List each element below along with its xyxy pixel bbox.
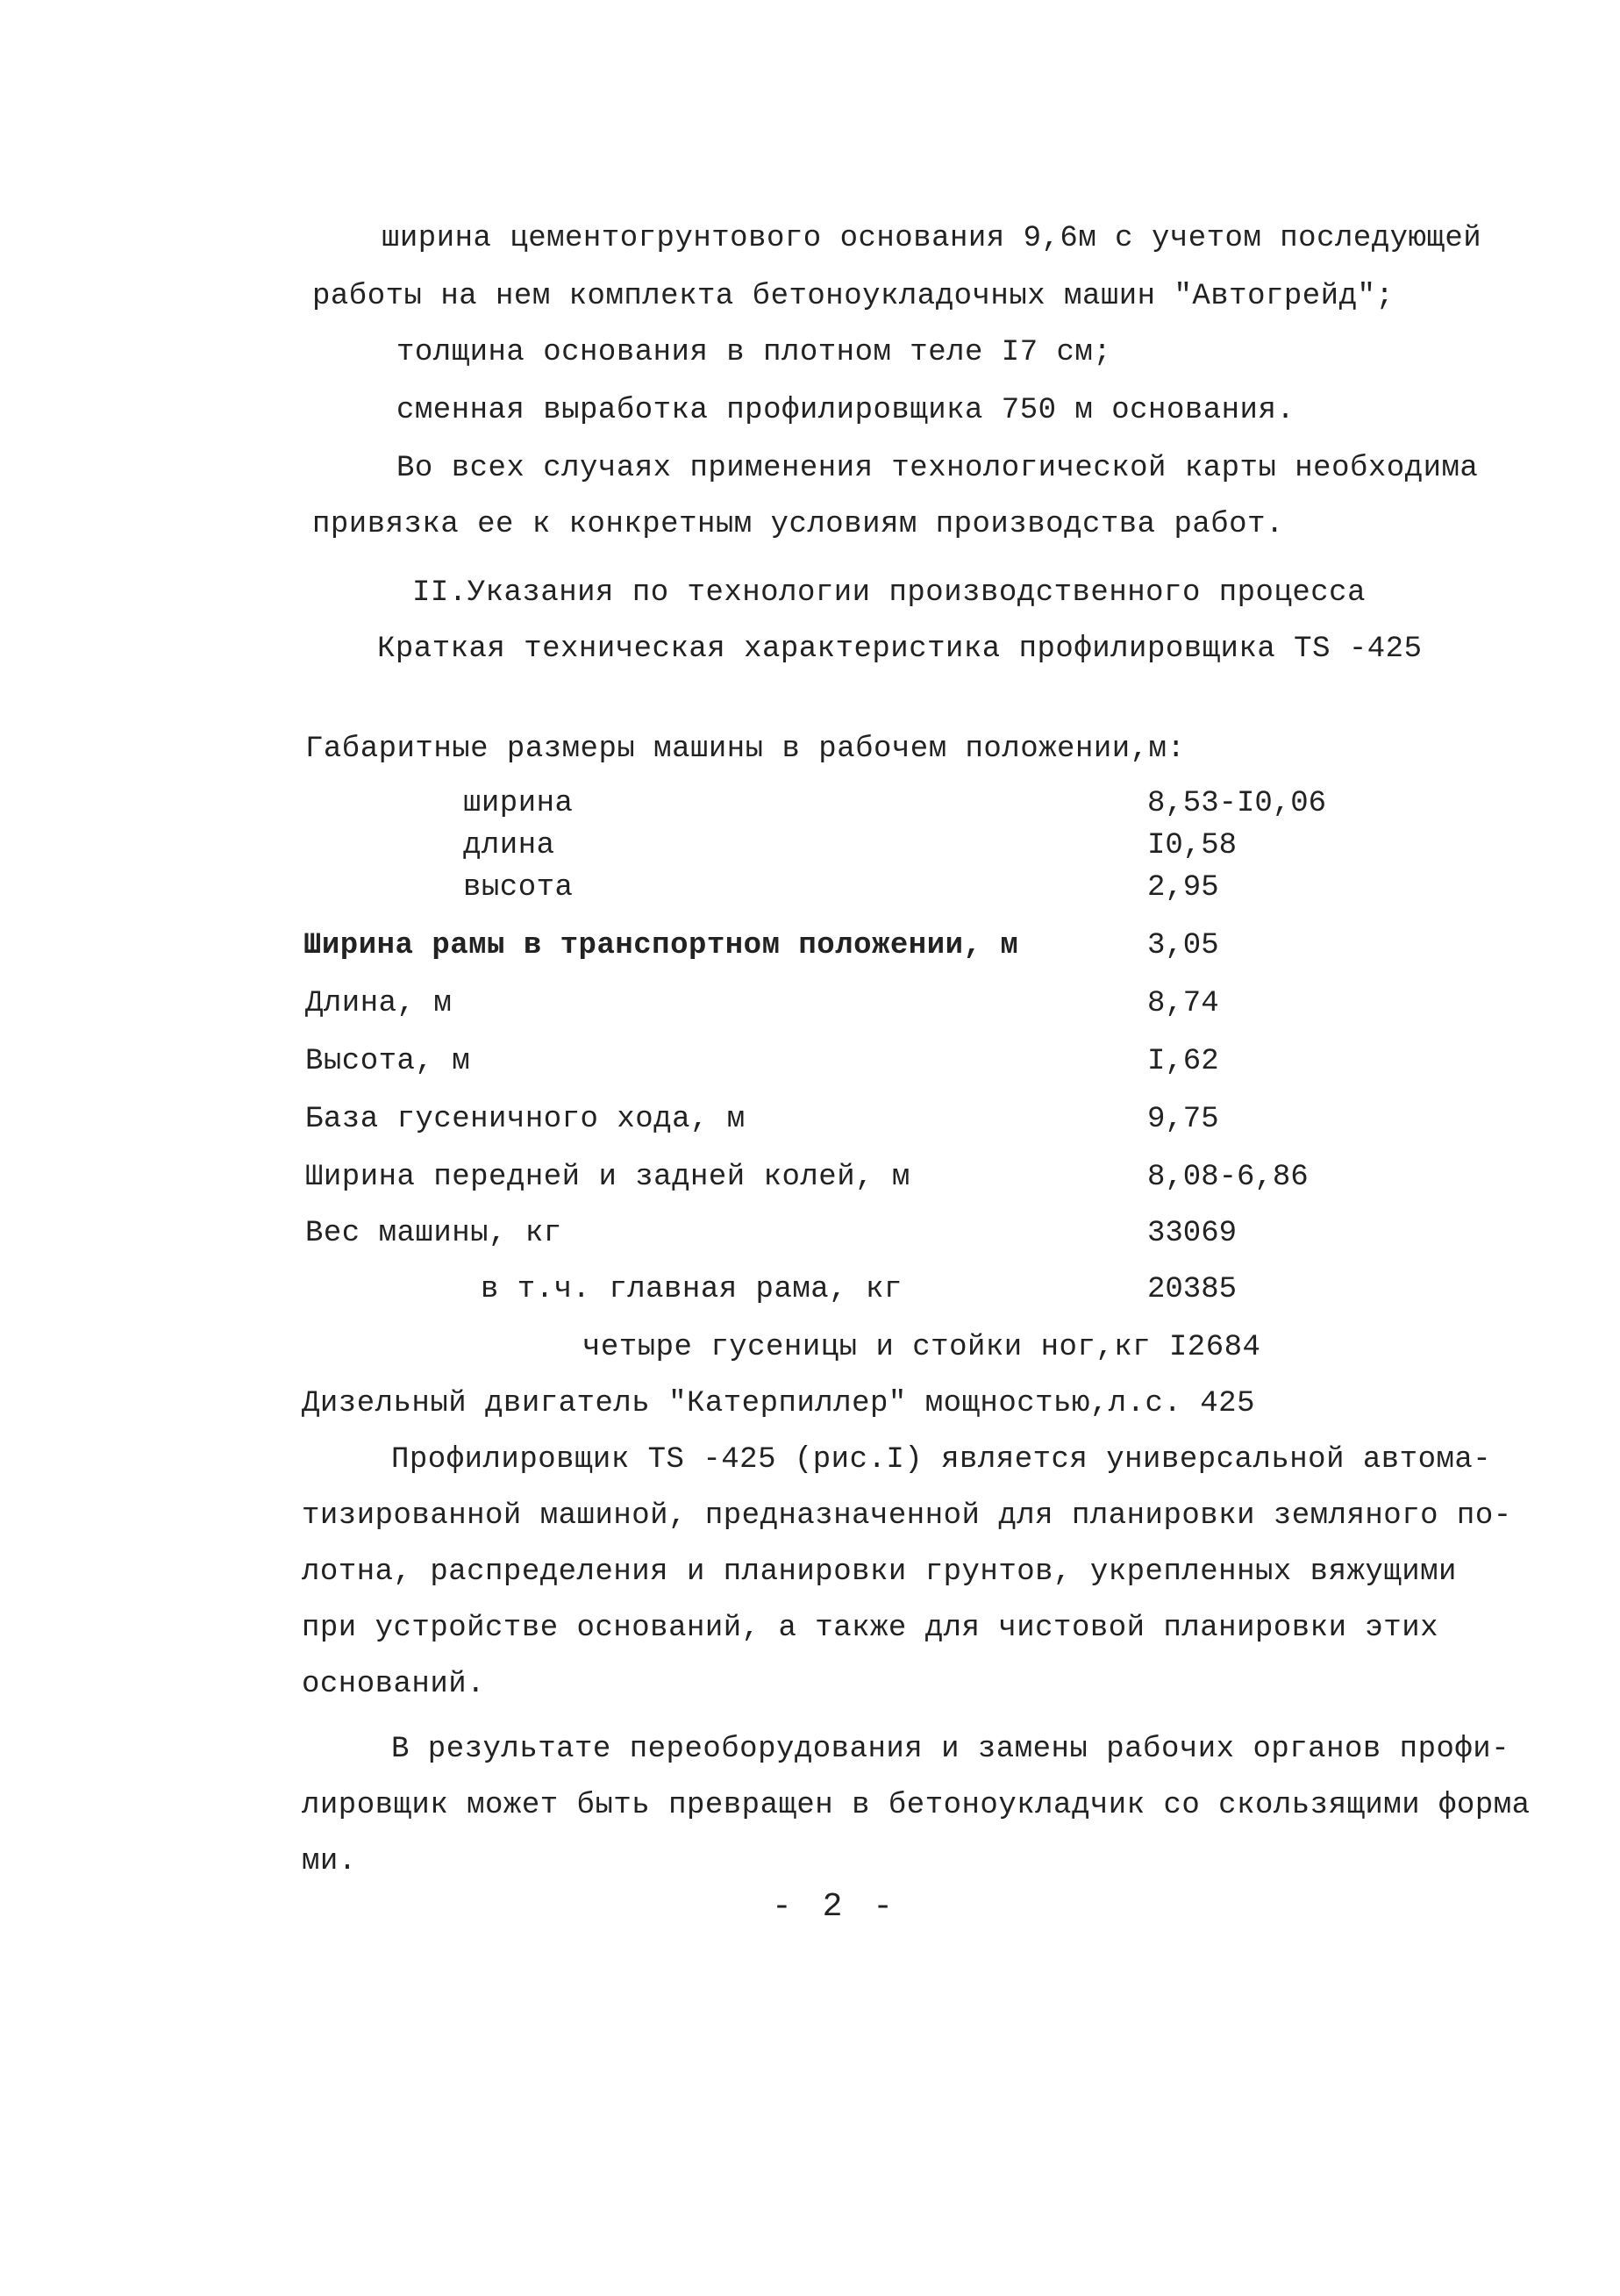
spec-frame-length-label: Длина, м (305, 987, 453, 1020)
spec-height-value: 2,95 (1147, 871, 1219, 905)
intro-p1-line1: ширина цементогрунтового основания 9,6м с учетом последующей (382, 222, 1482, 255)
dims-heading: Габаритные размеры машины в рабочем положении,м: (305, 733, 1186, 766)
spec-weight-label: Вес машины, кг (305, 1217, 562, 1250)
intro-p4-line2: привязка ее к конкретным условиям производства работ. (312, 508, 1284, 541)
body-p6-line3: ми. (302, 1845, 357, 1878)
body-p5-line1: Профилировщик TS -425 (рис.I) является универсальной автома- (391, 1443, 1492, 1477)
intro-p2: толщина основания в плотном теле I7 см; (396, 336, 1112, 369)
spec-track-base-label: База гусеничного хода, м (305, 1103, 746, 1136)
spec-gauge-label: Ширина передней и задней колей, м (305, 1161, 910, 1194)
spec-main-frame-label: в т.ч. главная рама, кг (481, 1273, 903, 1306)
spec-height-label: высота (463, 871, 574, 905)
body-p5-line5: оснований. (302, 1668, 486, 1701)
section-heading: II.Указания по технологии производственного процесса (412, 576, 1366, 610)
spec-length-value: I0,58 (1147, 829, 1238, 862)
spec-weight-value: 33069 (1147, 1217, 1238, 1250)
intro-p4-line1: Во всех случаях применения технологической карты необходима (396, 452, 1479, 485)
intro-p3: сменная выработка профилировщика 750 м основания. (396, 394, 1295, 427)
body-p5-line2: тизированной машиной, предназначенной для планировки земляного по- (302, 1499, 1512, 1533)
spec-length-label: длина (463, 829, 555, 862)
body-p5-line3: лотна, распределения и планировки грунтов, укрепленных вяжущими (302, 1556, 1457, 1589)
spec-frame-width-value: 3,05 (1147, 929, 1219, 962)
spec-track-base-value: 9,75 (1147, 1103, 1219, 1136)
spec-tracks-line: четыре гусеницы и стойки ног,кг I2684 (582, 1331, 1261, 1364)
body-p6-line1: В результате переоборудования и замены рабочих органов профи- (391, 1733, 1510, 1766)
spec-frame-height-value: I,62 (1147, 1045, 1219, 1078)
spec-main-frame-value: 20385 (1147, 1273, 1238, 1306)
section-subheading: Краткая техническая характеристика профилировщика TS -425 (377, 633, 1423, 666)
body-p6-line2: лировщик может быть превращен в бетоноукладчик со скользящими форма (302, 1789, 1531, 1822)
body-p5-line4: при устройстве оснований, а также для чистовой планировки этих (302, 1612, 1439, 1645)
spec-engine-line: Дизельный двигатель "Катерпиллер" мощностью,л.с. 425 (302, 1387, 1255, 1420)
page-number: - 2 - (772, 1888, 899, 1926)
spec-frame-width-label: Ширина рамы в транспортном положении, м (303, 929, 1019, 962)
spec-width-label: ширина (463, 787, 574, 820)
intro-p1-line2: работы на нем комплекта бетоноукладочных машин "Автогрейд"; (312, 280, 1395, 313)
spec-frame-height-label: Высота, м (305, 1045, 471, 1078)
spec-gauge-value: 8,08-6,86 (1147, 1161, 1309, 1194)
spec-width-value: 8,53-I0,06 (1147, 787, 1327, 820)
spec-frame-length-value: 8,74 (1147, 987, 1219, 1020)
